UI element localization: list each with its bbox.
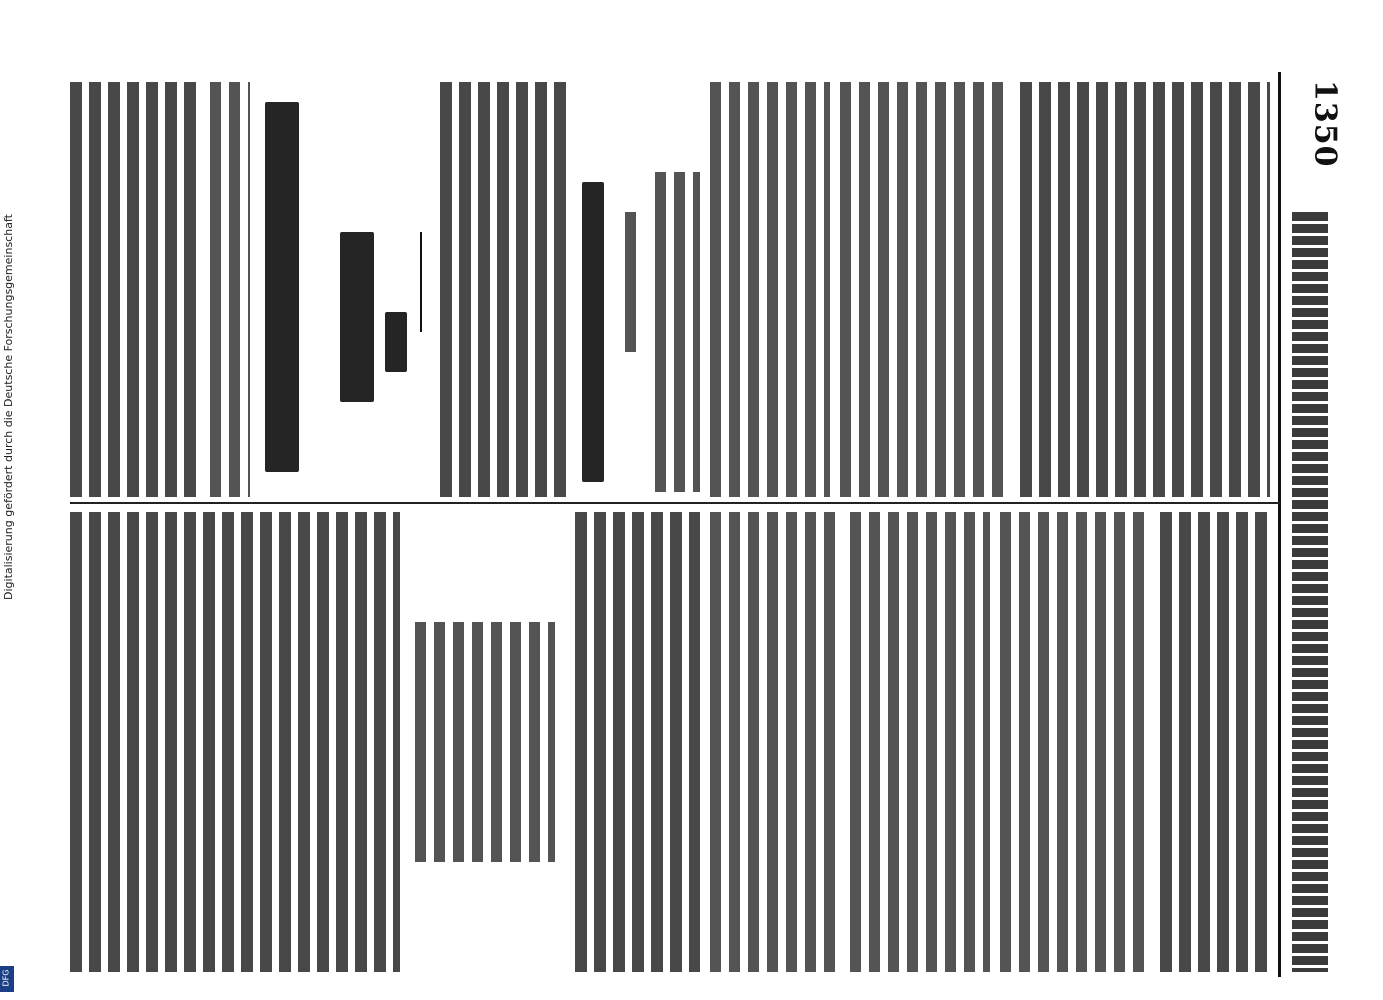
referent-paragraph	[1160, 512, 1270, 972]
member-list	[440, 82, 570, 497]
wage-paragraph	[575, 512, 700, 972]
column-divider	[70, 502, 1280, 504]
date-line	[625, 212, 641, 352]
report-subtitle	[265, 102, 299, 472]
header-rule	[1278, 72, 1281, 977]
running-header	[1292, 212, 1328, 972]
document-number	[385, 312, 407, 372]
pension-calculation	[710, 512, 840, 972]
digitization-credit: Digitalisierung gefördert durch die Deutsche Forschungsgemeinschaft	[2, 214, 15, 600]
page-number: 1350	[1307, 80, 1342, 168]
pension-paragraph	[850, 512, 990, 972]
petition-paragraph	[70, 82, 200, 497]
rapporteur-line	[210, 82, 250, 497]
section-rule	[420, 232, 422, 332]
commission-heading	[582, 182, 604, 482]
paragraph-mitglied	[710, 82, 830, 497]
report-title	[340, 232, 374, 402]
paragraph-regierungskommissar	[1020, 82, 1270, 497]
document-page	[70, 62, 1342, 994]
dfg-logo-text: DFG	[1, 969, 11, 987]
salary-table	[415, 622, 555, 862]
paragraph-unterkommission	[840, 82, 1010, 497]
petition-quote	[1000, 512, 1150, 972]
closing-paragraph	[70, 512, 400, 972]
paragraph-beschluss	[655, 172, 700, 492]
dfg-logo	[0, 966, 14, 992]
